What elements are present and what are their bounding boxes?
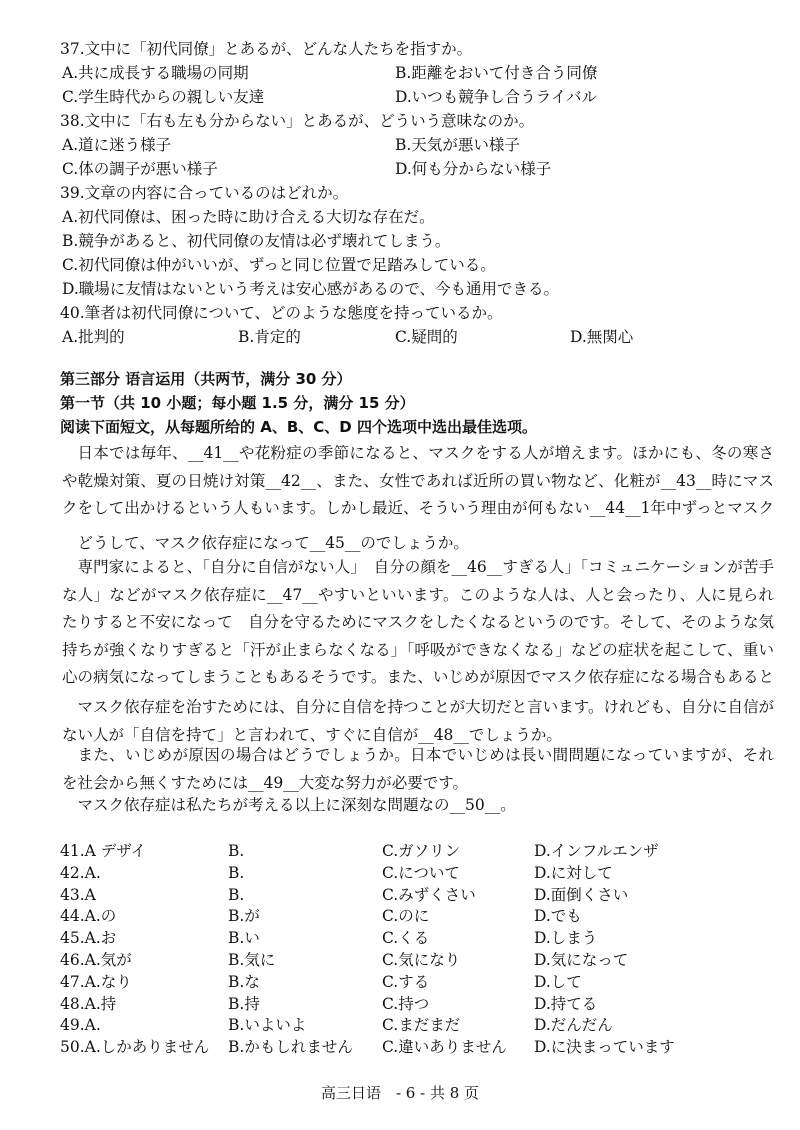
choice-option: C.気になり	[382, 951, 461, 969]
q40-option-d: D.無関心	[570, 328, 634, 346]
choice-option: C.くる	[382, 929, 430, 948]
q38-option-b: B.天気が悪い様子	[395, 136, 520, 154]
choice-option: 44.A.の	[60, 907, 117, 926]
choice-option: C.する	[382, 972, 430, 991]
choice-option: B.な	[228, 972, 260, 991]
q37-option-d: D.いつも競争し合うライバル	[395, 88, 598, 106]
question-38-stem: 38.文中に「右も左も分からない」とあるが、どういう意味なのか。	[60, 112, 535, 130]
choice-option: B.	[228, 842, 245, 860]
q38-option-d: D.何も分からない様子	[395, 160, 552, 178]
choice-option: 45.A.お	[60, 929, 117, 948]
choice-row	[60, 884, 780, 906]
q39-option-b: B.競争があると、初代同僚の友情は必ず壊れてしまう。	[62, 232, 451, 250]
instruction: 阅读下面短文，从每题所给的 A、B、C、D 四个选项中选出最佳选项。	[60, 418, 537, 436]
question-40-stem: 40.筆者は初代同僚について、どのような態度を持っているか。	[60, 304, 503, 322]
choice-option: B.い	[228, 929, 260, 948]
choice-option: B.気に	[228, 951, 276, 969]
choice-row	[60, 993, 780, 1015]
choice-option: 43.A	[60, 885, 96, 904]
choice-option: D.面倒くさい	[534, 885, 629, 904]
q37-option-c: C.学生時代からの親しい友達	[62, 88, 265, 106]
q39-option-d: D.職場に友情はないという考えは安心感があるので、今も通用できる。	[62, 280, 559, 298]
passage-paragraph-2: どうして、マスク依存症になって__45__のでしょうか。	[77, 534, 469, 552]
choice-option: D.だんだん	[534, 1016, 613, 1035]
q40-option-b: B.肯定的	[238, 328, 301, 346]
choice-option: D.でも	[534, 907, 582, 926]
choice-option: B.かもしれません	[228, 1038, 353, 1057]
q38-option-a: A.道に迷う様子	[62, 136, 172, 154]
choice-row	[60, 927, 780, 949]
q39-option-a: A.初代同僚は、困った時に助け合える大切な存在だ。	[62, 208, 435, 226]
choice-row	[60, 862, 780, 884]
choice-option: 42.A.	[60, 863, 101, 882]
choice-option: C.のに	[382, 907, 430, 926]
page-footer: 高三日语 - 6 - 共 8 页	[320, 1084, 480, 1102]
choice-option: 46.A.気が	[60, 951, 132, 969]
passage-paragraph-3: 専門家によると、「自分に自信がない人」 自分の顔を__46__すぎる人」「コミュニケーションが苦手な人」などがマスク依存症に__47__やすいといいます。このような人は、人と会ったり、人に見られたりすると不安になって 自分を守るためにマスクをしたくなるというのです。そして、そのような気持ちが強くなりすぎると「汗が止まらなくなる」「呼吸ができなくなる」などの症状を起こして、重い心の病気になってしまうこともあるそうです。また、いじめが原因でマスク依存症になる場合もあると	[62, 558, 774, 687]
question-39-stem: 39.文章の内容に合っているのはどれか。	[60, 184, 349, 202]
choice-row	[60, 971, 780, 993]
q37-option-a: A.共に成長する職場の同期	[62, 64, 249, 82]
choice-option: B.	[228, 885, 245, 904]
choice-option: B.	[228, 863, 245, 882]
sub-title: 第一节（共 10 小题；每小题 1.5 分，满分 15 分）	[60, 394, 415, 412]
q38-option-c: C.体の調子が悪い様子	[62, 160, 218, 178]
choice-option: C.ガソリン	[382, 842, 461, 860]
choice-option: 50.A.しかありません	[60, 1038, 210, 1057]
choice-option: D.気になって	[534, 951, 629, 969]
choice-row	[60, 1014, 780, 1036]
choice-row	[60, 949, 780, 971]
passage-paragraph-1: 日本では毎年、__41__や花粉症の季節になると、マスクをする人が増えます。ほかにも、冬の寒さや乾燥対策、夏の日焼け対策__42__、また、女性であれば近所の買い物など、化粧が__43__時にマスクをして出かけるという人もいます。しかし最近、そういう理由が何もない__44__1年中ずっとマスク	[62, 444, 774, 518]
q37-option-b: B.距離をおいて付き合う同僚	[395, 64, 598, 82]
choice-row	[60, 840, 780, 862]
choice-option: 48.A.持	[60, 994, 117, 1013]
choice-row	[60, 905, 780, 927]
part-title: 第三部分 语言运用（共两节，满分 30 分）	[60, 370, 352, 388]
passage-paragraph-6: マスク依存症は私たちが考える以上に深刻な問題なの__50__。	[77, 796, 516, 814]
question-37-stem: 37.文中に「初代同僚」とあるが、どんな人たちを指すか。	[60, 40, 473, 58]
choice-option: B.いよいよ	[228, 1016, 307, 1035]
choice-row	[60, 1036, 780, 1058]
choice-option: C.違いありません	[382, 1038, 507, 1057]
q39-option-c: C.初代同僚は仲がいいが、ずっと同じ位置で足踏みしている。	[62, 256, 496, 274]
choice-option: D.に決まっています	[534, 1038, 675, 1057]
choice-option: D.に対して	[534, 863, 613, 882]
choice-option: D.持てる	[534, 994, 598, 1013]
choice-option: 49.A.	[60, 1016, 101, 1035]
passage-paragraph-4: マスク依存症を治すためには、自分に自信を持つことが大切だと言います。けれども、自分に自信がない人が「自信を持て」と言われて、すぐに自信が__48__でしょうか。	[62, 698, 774, 744]
choice-option: C.について	[382, 863, 460, 882]
choice-option: C.まだまだ	[382, 1016, 461, 1035]
choice-option: B.が	[228, 907, 260, 926]
q40-option-a: A.批判的	[62, 328, 125, 346]
choice-option: B.持	[228, 994, 260, 1013]
choice-option: 47.A.なり	[60, 972, 132, 991]
choice-option: 41.A デザイ	[60, 842, 147, 860]
q40-option-c: C.疑問的	[395, 328, 458, 346]
choice-option: C.持つ	[382, 994, 430, 1013]
choice-option: C.みずくさい	[382, 885, 476, 904]
choice-option: D.インフルエンザ	[534, 842, 659, 860]
choice-option: D.して	[534, 972, 582, 991]
passage-paragraph-5: また、いじめが原因の場合はどうでしょうか。日本でいじめは長い間問題になっていますが、それを社会から無くすためには__49__大変な努力が必要です。	[62, 746, 774, 792]
choice-option: D.しまう	[534, 929, 598, 948]
